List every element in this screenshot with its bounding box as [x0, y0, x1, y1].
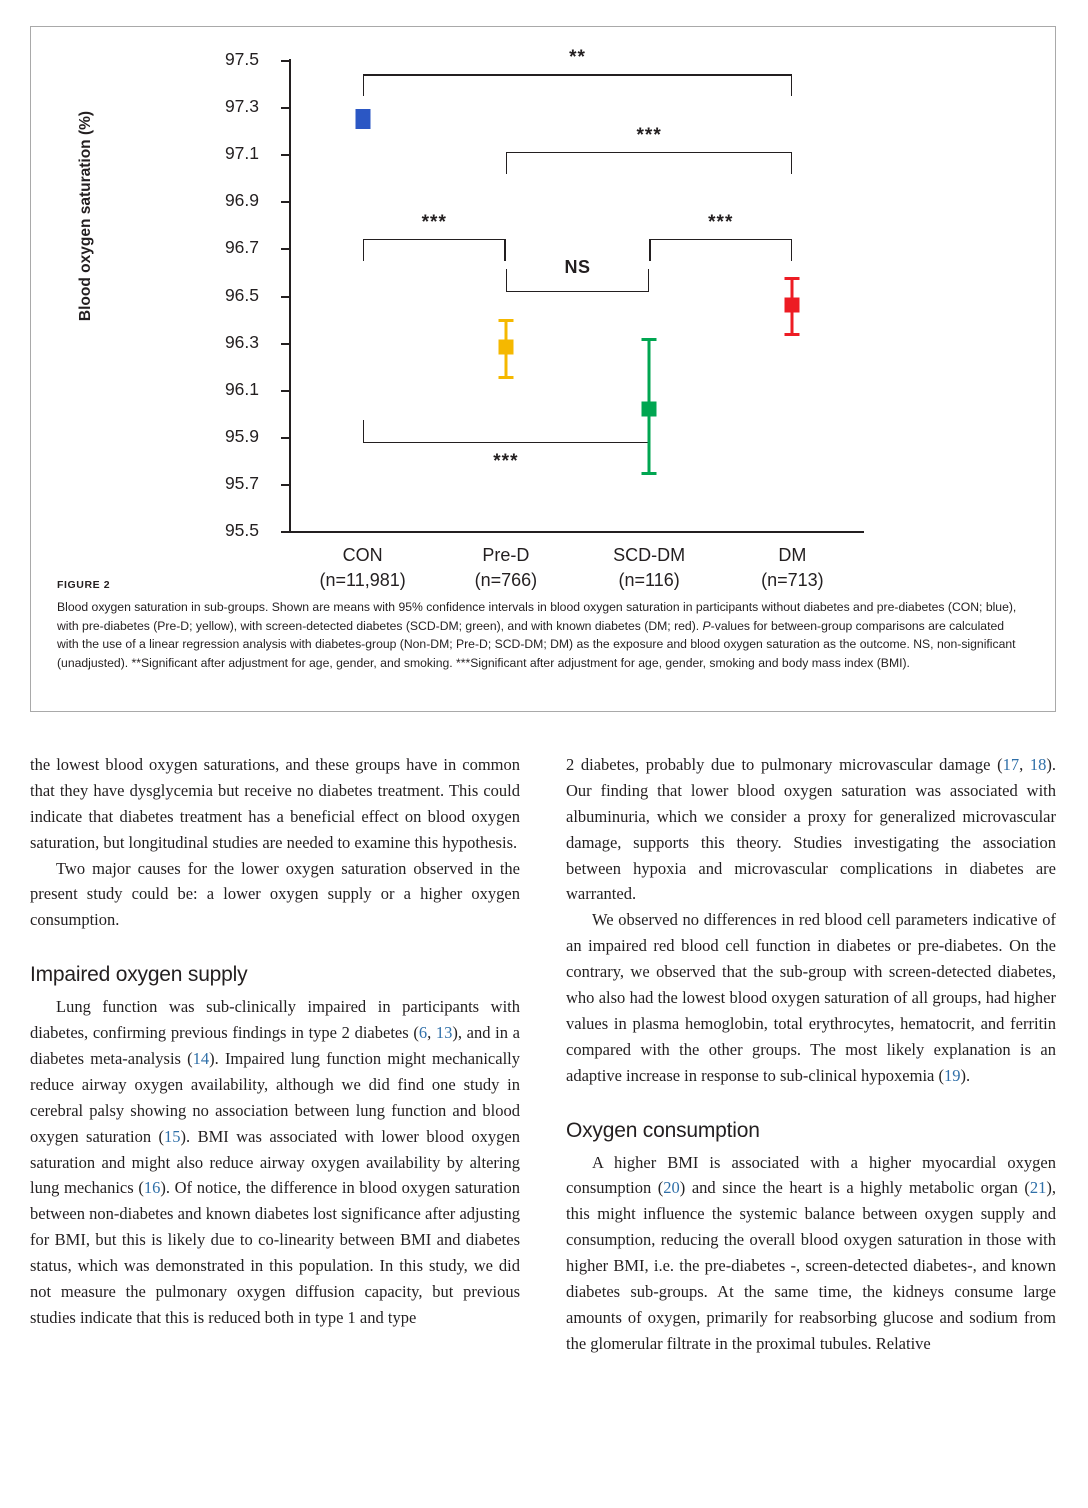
group-name: SCD-DM — [613, 545, 686, 565]
error-bar-cap-upper — [642, 338, 657, 341]
significance-label: *** — [421, 211, 447, 233]
group-count: (n=713) — [761, 570, 824, 590]
error-bar-cap-lower — [355, 126, 370, 129]
chart-y-tick-labels — [189, 27, 259, 575]
bracket-arm — [363, 74, 365, 96]
text-run: , — [1019, 755, 1030, 774]
text-run: ). Impaired lung function might mechanically reduce airway oxygen availability, although we did find one study in cerebral palsy showing no association between lung function and blood oxygen saturation ( — [30, 1048, 520, 1146]
text-run: ), and in a diabetes meta-analysis ( — [30, 1023, 520, 1068]
article-body — [30, 752, 1056, 1482]
bracket-line — [363, 74, 793, 76]
bracket-arm — [791, 152, 793, 174]
group-count: (n=116) — [618, 570, 680, 590]
y-tick-label: 96.1 — [224, 378, 259, 399]
figure-panel — [30, 26, 1056, 712]
citation-link[interactable]: 19 — [944, 1065, 961, 1085]
y-tick-label: 95.9 — [224, 425, 259, 446]
bracket-line — [649, 239, 792, 241]
y-tick-label: 96.7 — [224, 237, 259, 258]
body-column-right — [566, 752, 1056, 1357]
bracket-arm — [791, 239, 793, 261]
bracket-line — [363, 239, 506, 241]
bracket-arm — [504, 239, 506, 261]
y-tick-label: 97.1 — [224, 143, 259, 164]
text-run: ) and since the heart is a highly metabolic organ ( — [679, 1178, 1030, 1198]
y-tick-label: 96.3 — [224, 331, 259, 352]
group-name: CON — [342, 545, 383, 565]
y-tick-mark — [281, 154, 289, 156]
significance-label: NS — [564, 256, 591, 277]
marker-pre-d — [498, 340, 513, 355]
significance-label: *** — [493, 450, 519, 472]
group-count: (n=11,981) — [319, 570, 406, 590]
marker-scd-dm — [642, 401, 657, 416]
citation-link[interactable]: 18 — [1029, 755, 1047, 774]
section-heading-impaired-oxygen-supply: Impaired oxygen supply — [30, 963, 248, 987]
y-tick-mark — [281, 484, 289, 486]
significance-label: *** — [636, 124, 662, 146]
text-run: 2 diabetes, probably due to pulmonary microvascular damage ( — [566, 755, 1003, 774]
figure-caption-text — [57, 598, 1025, 672]
y-tick-mark — [281, 201, 289, 203]
paragraph: the lowest blood oxygen saturations, and these groups have in common that they have dysglycemia but receive no diabetes treatment. This could indicate that diabetes treatment has a beneficial effect on blood oxygen saturation, but longitudinal studies are needed to examine this hypothesis. — [30, 755, 520, 852]
error-bar-cap-upper — [498, 319, 513, 322]
text-run: ). Of notice, the difference in blood oxygen saturation between non-diabetes and known diabetes lost significance after adjusting for BMI, but this is likely due to co-linearity between BMI and diabetes status, which was demonstrated in this population. In this study, we did not measure the pulmonary oxygen diffusion capacity, but previous studies indicate that this is reduced both in type 1 and type — [30, 1178, 521, 1327]
y-tick-mark — [281, 296, 289, 298]
bracket-arm — [649, 239, 651, 261]
y-tick-label: 95.5 — [224, 520, 259, 540]
y-tick-label: 97.5 — [224, 49, 259, 69]
text-run: ). BMI was associated with lower blood oxygen saturation and might also reduce airway oxygen availability by altering lung mechanics ( — [30, 1126, 520, 1198]
bracket-arm — [506, 269, 508, 291]
bracket-arm — [506, 152, 508, 174]
y-tick-label: 96.5 — [224, 284, 259, 305]
error-bar-cap-lower — [785, 333, 800, 336]
y-tick-mark — [281, 343, 289, 345]
y-tick-label: 96.9 — [224, 190, 259, 211]
marker-con — [355, 111, 370, 126]
caption-run: Blood oxygen saturation in sub-groups. Shown are means with 95% confidence intervals in blood oxygen saturation in participants without diabetes and pre-diabetes (CON; blue), with pre-diabetes (Pre-D; yellow), with screen-detected diabetes (SCD-DM; green), and with known diabetes (DM; red). — [57, 600, 1017, 633]
error-bar-cap-lower — [498, 376, 513, 379]
group-name: Pre-D — [482, 545, 530, 565]
text-run: ). — [960, 1065, 971, 1085]
bracket-arm — [363, 420, 365, 442]
section-heading-oxygen-consumption: Oxygen consumption — [566, 1118, 760, 1142]
citation-link[interactable]: 16 — [143, 1178, 161, 1198]
group-name: DM — [778, 545, 807, 565]
error-bar-cap-upper — [785, 277, 800, 280]
error-bar-cap-lower — [642, 472, 657, 475]
paragraph — [30, 994, 520, 1331]
y-tick-label: 95.7 — [224, 472, 259, 493]
group-count: (n=766) — [474, 570, 538, 590]
y-tick-mark — [281, 390, 289, 392]
chart-y-axis-line — [289, 59, 291, 533]
text-run: Lung function was sub-clinically impaired in participants with diabetes, confirming previous findings in type 2 diabetes ( — [30, 997, 520, 1043]
text-run: ). Our finding that lower blood oxygen saturation was associated with albuminuria, which we consider a proxy for generalized microvascular damage, supports this theory. Studies investigating the association between hypoxia and microvascular complications in diabetes are warranted. — [566, 755, 1056, 904]
paragraph — [566, 1150, 1056, 1357]
citation-link[interactable]: 21 — [1029, 1178, 1047, 1198]
citation-link[interactable]: 6 — [418, 1023, 428, 1043]
bracket-arm — [648, 269, 650, 291]
caption-italic-run: P — [702, 618, 711, 633]
bracket-line — [506, 152, 793, 154]
body-column-left — [30, 752, 520, 1331]
caption-run: -values for between-group comparisons are calculated with the use of a linear regression analysis with diabetes-group (Non-DM; Pre-D; SCD-DM; DM) as the exposure and blood oxygen saturation as the outcome. NS, non-significant (unadjusted). **Significant after adjustment for age, gender, and smoking. ***Significant after adjustment for age, gender, smoking and body mass index (BMI). — [57, 618, 1016, 670]
paragraph — [566, 907, 1056, 1088]
paragraph — [566, 752, 1056, 907]
figure-label: FIGURE 2 — [57, 579, 111, 591]
significance-label: *** — [708, 211, 734, 233]
citation-link[interactable]: 20 — [663, 1178, 680, 1198]
text-run: , — [427, 1023, 436, 1043]
paragraph: Two major causes for the lower oxygen saturation observed in the present study could be: a lower oxygen supply or a higher oxygen consumption. — [30, 858, 520, 930]
y-tick-label: 97.3 — [224, 96, 259, 117]
figure-caption — [57, 579, 1025, 672]
marker-dm — [785, 297, 800, 312]
y-tick-mark — [281, 248, 289, 250]
chart-y-axis-label: Blood oxygen saturation (%) — [77, 110, 94, 322]
y-tick-mark — [281, 437, 289, 439]
citation-link[interactable]: 14 — [192, 1048, 210, 1068]
bracket-arm — [363, 239, 365, 261]
text-run: We observed no differences in red blood cell parameters indicative of an impaired red blood cell function in diabetes or pre-diabetes. On the contrary, we observed that the sub-group with screen-detected diabetes, who also had the lowest blood oxygen saturation of all groups, had higher values in plasma hemoglobin, total erythrocytes, hematocrit, and ferritin compared with the other groups. The most likely explanation is an adaptive increase in response to sub-clinical hypoxemia ( — [566, 910, 1056, 1085]
text-run: ), this might influence the systemic balance between oxygen supply and consumption, reducing the overall blood oxygen saturation in those with higher BMI, i.e. the pre-diabetes -, screen-detected diabetes-, and known diabetes sub-groups. At the same time, the kidneys consume large amounts of oxygen, primarily for reabsorbing glucose and sodium from the glomerular filtrate in the proximal tubules. Relative — [566, 1178, 1056, 1353]
citation-link[interactable]: 17 — [1002, 755, 1020, 774]
chart-x-axis-line — [289, 531, 864, 533]
y-tick-mark — [281, 531, 289, 533]
bracket-line — [363, 442, 650, 444]
y-tick-mark — [281, 60, 289, 62]
bracket-line — [506, 291, 649, 293]
bracket-arm — [791, 74, 793, 96]
significance-label: ** — [569, 47, 586, 69]
citation-link[interactable]: 13 — [435, 1023, 453, 1043]
text-run: A higher BMI is associated with a higher myocardial oxygen consumption ( — [566, 1152, 1056, 1198]
y-tick-mark — [281, 107, 289, 109]
citation-link[interactable]: 15 — [164, 1126, 181, 1146]
